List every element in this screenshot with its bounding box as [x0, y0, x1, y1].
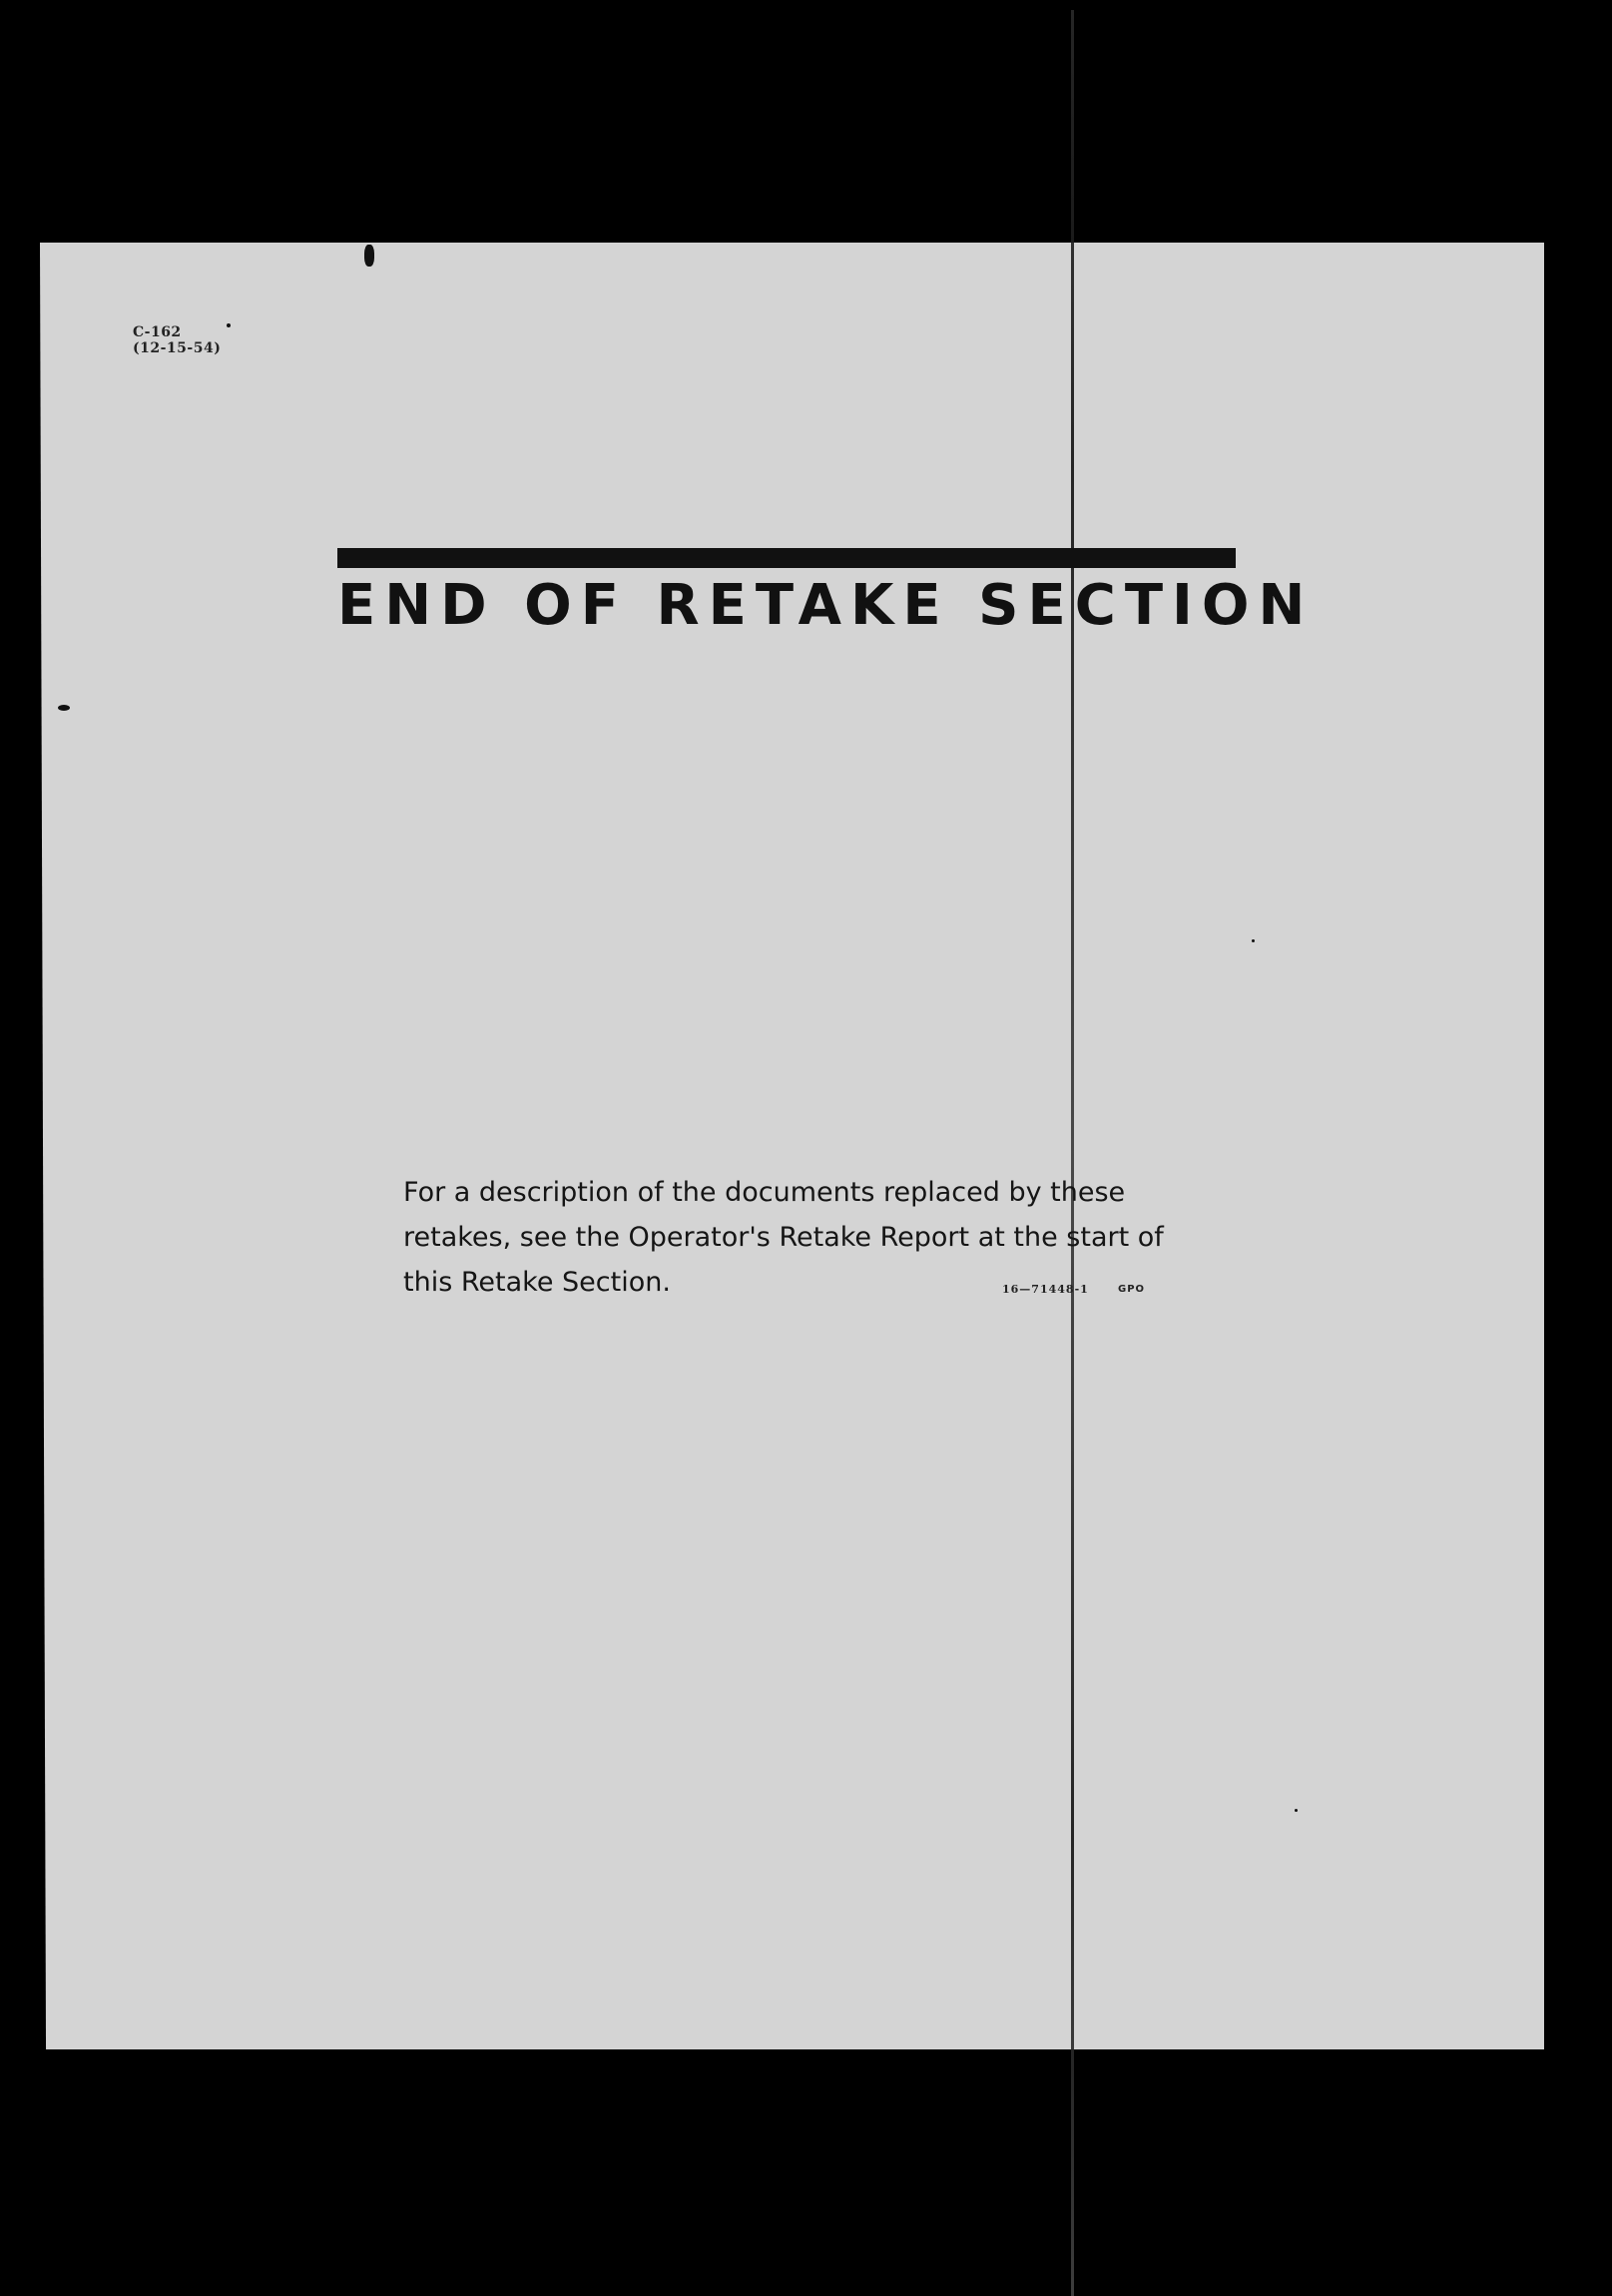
description-text: For a description of the documents replaced by these retakes, see the Operator's Retake Report at the start of this Retake Section. [403, 1177, 1164, 1298]
heading-rule [337, 548, 1236, 568]
page-title: END OF RETAKE SECTION [337, 573, 1315, 638]
film-scratch-line [1071, 10, 1074, 2296]
printer-mark: GPO [1118, 1284, 1146, 1295]
speck [227, 323, 231, 327]
speck [1295, 1809, 1298, 1812]
print-code: 16—71448-1 [1002, 1283, 1089, 1296]
speck [364, 245, 374, 267]
form-number [133, 324, 221, 356]
form-number-code: C-162 [133, 324, 182, 340]
document-page [40, 243, 1544, 2049]
speck [58, 705, 70, 711]
speck [1252, 939, 1255, 942]
form-number-date: (12-15-54) [133, 340, 222, 356]
